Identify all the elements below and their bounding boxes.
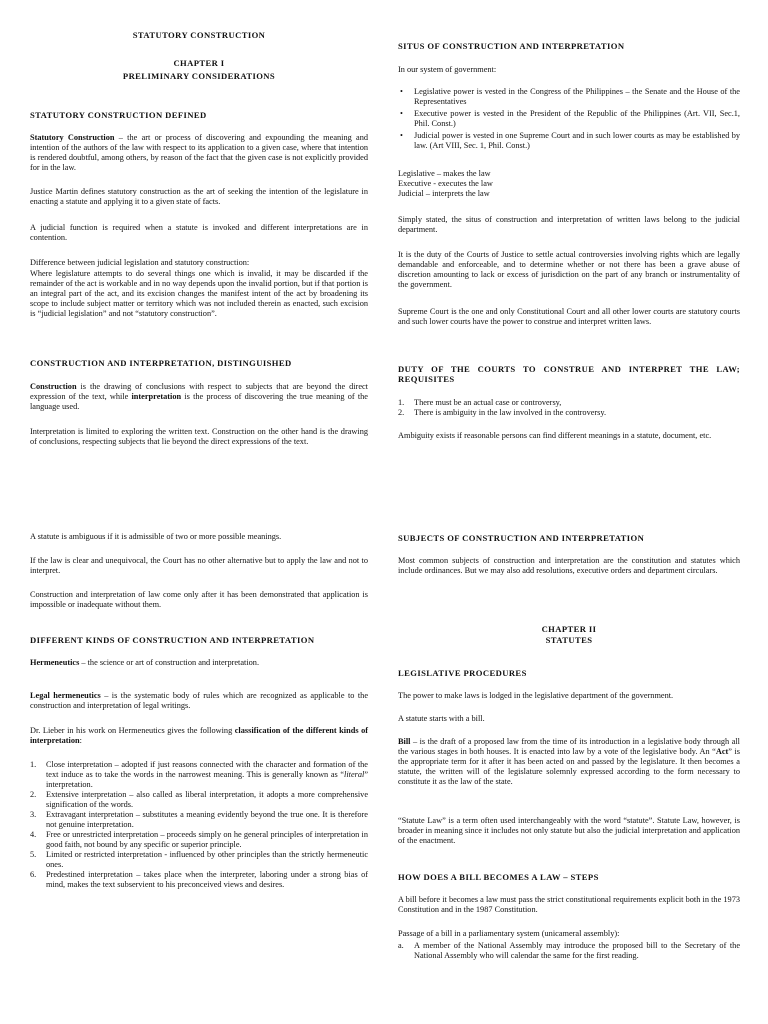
- chapter-1-title: CHAPTER I: [173, 58, 225, 68]
- only-after-paragraph: Construction and interpretation of law come only after it has been demonstrated that application is impossible or inadequate without them.: [30, 590, 368, 609]
- list-item: [30, 760, 368, 790]
- list-number: 1.: [398, 398, 405, 407]
- interpretation-limited-paragraph: Interpretation is limited to exploring the written text. Construction on the other hand is the drawing of conclusions, respecting subjects that lie beyond the direct expressions of the text.: [30, 427, 368, 446]
- situs-simply-paragraph: Simply stated, the situs of construction and interpretation of written laws belong to the judicial department.: [398, 215, 740, 234]
- branches-list: [398, 169, 740, 199]
- lieber-colon: :: [79, 736, 82, 745]
- list-text: Extravagant interpretation – substitutes a meaning evidently beyond the true one. It is therefore not genuine interpretation.: [46, 810, 368, 829]
- ambiguous-statute-paragraph: A statute is ambiguous if it is admissible of two or more possible meanings.: [30, 532, 282, 541]
- list-item: [30, 850, 368, 870]
- list-text: Extensive interpretation – also called as liberal interpretation, it adopts a more comprehensive signification of the words.: [46, 790, 368, 809]
- list-item: • Executive power is vested in the President of the Republic of the Philippines (Art. VII, Sec.1, Phil. Const.): [398, 109, 740, 129]
- lieber-classification: classification of the different kinds of interpretation: [30, 726, 368, 745]
- list-item: [398, 398, 740, 408]
- list-emphasis: literal: [344, 770, 365, 779]
- hermeneutics-term: Hermeneutics: [30, 658, 80, 667]
- bill-text-a: – is the draft of a proposed law from the time of its introduction in a legislative body through all the various stages in both houses. It is enacted into law by a vote of the legislative body. An “: [398, 737, 740, 756]
- branch-judicial: Judicial – interprets the law: [398, 189, 490, 198]
- chapter-2-subtitle: STATUTES: [545, 635, 593, 645]
- duty-courts-paragraph: It is the duty of the Courts of Justice to settle actual controversies involving rights which are legally demandable and enforceable, and to determine whether or not there has been a grave abuse of discretion amounting to lack or excess of jurisdiction on the part of any branch or instrumentality of the government.: [398, 250, 740, 289]
- list-number: 6.: [30, 870, 37, 879]
- clear-law-paragraph: If the law is clear and unequivocal, the Court has no other alternative but to apply the law and not to interpret.: [30, 556, 368, 575]
- list-item: [398, 941, 740, 961]
- list-item: [30, 810, 368, 830]
- legal-hermeneutics-text: – is the systematic body of rules which are recognized as applicable to the construction and interpretation of legal writings.: [30, 691, 369, 710]
- lieber-intro: Dr. Lieber in his work on Hermeneutics gives the following: [30, 726, 235, 735]
- list-number: a.: [398, 941, 404, 950]
- sc-defined-heading: STATUTORY CONSTRUCTION DEFINED: [30, 110, 207, 120]
- bill-term: Bill: [398, 737, 411, 746]
- kinds-heading: DIFFERENT KINDS OF CONSTRUCTION AND INTERPRETATION: [30, 635, 315, 645]
- list-text: There must be an actual case or controversy,: [414, 398, 562, 407]
- chapter-2-title: CHAPTER II: [541, 624, 597, 634]
- list-text: A member of the National Assembly may introduce the proposed bill to the Secretary of the National Assembly who will calendar the same for the first reading.: [414, 941, 740, 960]
- branch-executive: Executive - executes the law: [398, 179, 493, 188]
- power-to-make-paragraph: The power to make laws is lodged in the legislative department of the government.: [398, 691, 674, 700]
- legal-hermeneutics-paragraph: [30, 691, 368, 711]
- list-item: [30, 790, 368, 810]
- list-number: 4.: [30, 830, 37, 839]
- construction-paragraph: [30, 382, 368, 412]
- system-intro: In our system of government:: [398, 65, 497, 74]
- situs-heading: SITUS OF CONSTRUCTION AND INTERPRETATION: [398, 41, 625, 51]
- list-text: Predestined interpretation – takes place when the interpreter, laboring under a strong bias of mind, makes the text subservient to his preconceived views and desires.: [46, 870, 368, 889]
- list-number: 5.: [30, 850, 37, 859]
- list-text-end: ” interpretation.: [46, 770, 368, 789]
- bill-text-b: ” is the appropriate term for it after it has been acted on and passed by the legislature. It then becomes a statute, the written will of the legislature solemnly expressed according to the form necessary to constitute it as the law of the state.: [398, 747, 740, 786]
- list-item: • Judicial power is vested in one Supreme Court and in such lower courts as may be established by law. (Art VIII, Sec. 1, Phil. Const.): [398, 131, 740, 151]
- kinds-list: [30, 760, 368, 890]
- passage-steps-list: [398, 941, 740, 961]
- bill-paragraph: [398, 737, 740, 787]
- hermeneutics-paragraph: [30, 658, 368, 668]
- list-number: 2.: [30, 790, 37, 799]
- powers-list: [398, 87, 740, 153]
- statute-starts-paragraph: A statute starts with a bill.: [398, 714, 485, 723]
- list-item: • Legislative power is vested in the Congress of the Philippines – the Senate and the House of the Representatives: [398, 87, 740, 107]
- subjects-heading: SUBJECTS OF CONSTRUCTION AND INTERPRETATION: [398, 533, 645, 543]
- list-item: [30, 870, 368, 890]
- how-bill-heading: HOW DOES A BILL BECOMES A LAW – STEPS: [398, 872, 599, 882]
- ambiguity-paragraph: Ambiguity exists if reasonable persons can find different meanings in a statute, document, etc.: [398, 431, 712, 440]
- construction-text-b: is the process of discovering the true meaning of the language used.: [30, 392, 368, 411]
- sc-definition-text: – the art or process of discovering and expounding the meaning and intention of the authors of the law with respect to its application to a given case, where that intention is rendered doubtful, among others, by reason of the fact that the given case is not explicitly provided for in the law.: [30, 133, 369, 172]
- passage-intro: Passage of a bill in a parliamentary system (unicameral assembly):: [398, 929, 620, 938]
- list-text: Limited or restricted interpretation - influenced by other principles than the strictly hermeneutic ones.: [46, 850, 368, 869]
- act-term: Act: [715, 747, 729, 756]
- construction-term: Construction: [30, 382, 77, 391]
- list-text: Free or unrestricted interpretation – proceeds simply on he general principles of interpretation in good faith, not bound by any specific or superior principle.: [46, 830, 368, 849]
- list-text: There is ambiguity in the law involved in the controversy.: [414, 408, 607, 417]
- list-text: Close interpretation – adopted if just reasons connected with the character and formation of the text induce as to take the words in the narrowest meaning. This is generally known as “: [46, 760, 368, 779]
- interpretation-term: interpretation: [131, 392, 182, 401]
- how-bill-paragraph: A bill before it becomes a law must pass the strict constitutional requirements explicit both in the 1973 Constitution and in the 1987 Constitution.: [398, 895, 740, 914]
- difference-intro: Difference between judicial legislation and statutory construction:: [30, 258, 250, 267]
- duty-heading: DUTY OF THE COURTS TO CONSTRUE AND INTERPRET THE LAW; REQUISITES: [398, 364, 740, 384]
- construction-text-a: is the drawing of conclusions with respect to subjects that are beyond the direct expression of the text, while: [30, 382, 368, 401]
- difference-paragraph: Where legislature attempts to do several things one which is invalid, it may be discarded if the remainder of the act is workable and in no way depends upon the invalid portion, but if that portion is an integral part of the act, and its excision changes the manifest intent of the act by broadening its scope to include subject matter or territory which was not included therein as enacted, such excision is “judicial legislation” and not “statutory construction”.: [30, 269, 368, 318]
- sc-definition-paragraph: [30, 133, 368, 173]
- list-number: 2.: [398, 408, 405, 417]
- legal-hermeneutics-term: Legal hermeneutics: [30, 691, 101, 700]
- list-number: 1.: [30, 760, 37, 769]
- justice-martin-paragraph: Justice Martin defines statutory construction as the art of seeking the intention of the legislature in enacting a statute and applying it to a given state of facts.: [30, 187, 368, 206]
- document-title: STATUTORY CONSTRUCTION: [132, 30, 266, 40]
- requisites-list: [398, 398, 740, 418]
- statute-law-paragraph: “Statute Law” is a term often used interchangeably with the word “statute”. Statute Law, however, is broader in meaning since it includes not only statute but also the judicial interpretation and application of the enactment.: [398, 816, 740, 845]
- chapter-1-subtitle: PRELIMINARY CONSIDERATIONS: [122, 71, 276, 81]
- list-number: 3.: [30, 810, 37, 819]
- judicial-function-paragraph: A judicial function is required when a statute is invoked and different interpretations are in contention.: [30, 223, 368, 242]
- lieber-paragraph: [30, 726, 368, 746]
- ci-distinguished-heading: CONSTRUCTION AND INTERPRETATION, DISTINGUISHED: [30, 358, 292, 368]
- supreme-court-paragraph: Supreme Court is the one and only Constitutional Court and all other lower courts are statutory courts and such lower courts have the power to construe and interpret written laws.: [398, 307, 740, 326]
- branch-legislative: Legislative – makes the law: [398, 169, 491, 178]
- sc-definition-term: Statutory Construction: [30, 133, 115, 142]
- subjects-paragraph: Most common subjects of construction and interpretation are the constitution and statutes which include ordinances. But we may also add resolutions, executive orders and department circulars.: [398, 556, 740, 575]
- list-item: [30, 830, 368, 850]
- legislative-heading: LEGISLATIVE PROCEDURES: [398, 668, 527, 678]
- list-item: [398, 408, 740, 418]
- hermeneutics-text: – the science or art of construction and interpretation.: [79, 658, 260, 667]
